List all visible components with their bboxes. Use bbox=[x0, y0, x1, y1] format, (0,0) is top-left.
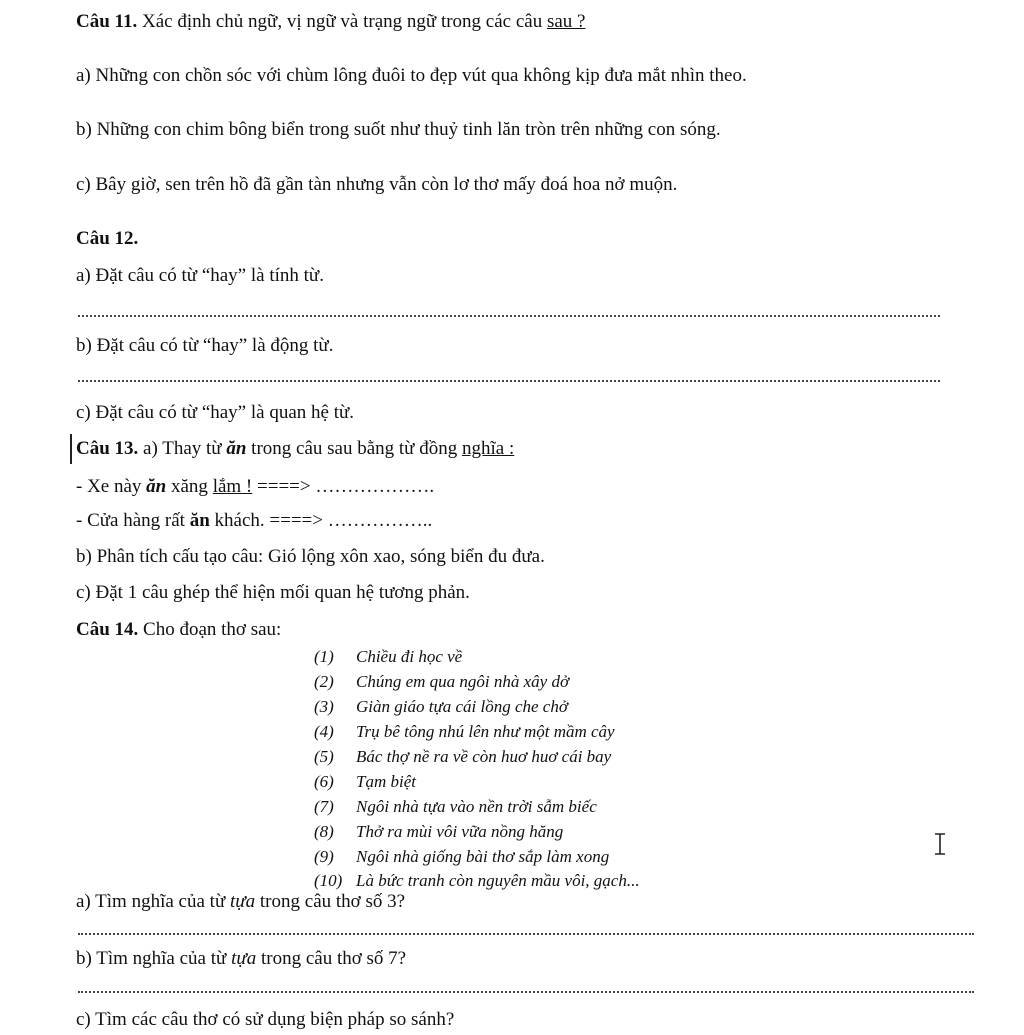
poem-line-text: Là bức tranh còn nguyên mầu vôi, gạch... bbox=[356, 871, 640, 890]
q14-b-word: tựa bbox=[231, 948, 257, 969]
q13-ex1-underlined: lắm ! bbox=[212, 476, 253, 497]
q14-item-b bbox=[76, 947, 406, 971]
poem-line-7 bbox=[314, 794, 597, 819]
poem-line-number: (10) bbox=[314, 871, 343, 890]
poem-line-3 bbox=[314, 694, 568, 719]
q13-ex1-arrow: ====> bbox=[252, 476, 316, 497]
q13-ex1-mid: xăng bbox=[166, 476, 213, 497]
q14-prompt: Cho đoạn thơ sau: bbox=[138, 619, 282, 640]
poem-line-number: (1) bbox=[314, 647, 334, 666]
poem-line-9 bbox=[314, 844, 609, 869]
q13-ex2-mid: khách. bbox=[209, 510, 270, 531]
q13-ex1-pre: - Xe này bbox=[76, 476, 147, 497]
q14-b-tail: trong câu thơ số 7? bbox=[256, 948, 407, 969]
q11-prompt-tail: sau ? bbox=[546, 11, 586, 32]
q13-a-tail: nghĩa : bbox=[461, 438, 515, 459]
q11-item-a: a) Những con chồn sóc với chùm lông đuôi to đẹp vút qua không kịp đưa mắt nhìn theo. bbox=[76, 65, 747, 86]
poem-line-text: Chiều đi học về bbox=[356, 647, 463, 666]
q13-item-b: b) Phân tích cấu tạo câu: Gió lộng xôn xao, sóng biển đu đưa. bbox=[76, 546, 545, 567]
poem-line-text: Giàn giáo tựa cái lồng che chở bbox=[356, 697, 568, 716]
q13-example-1 bbox=[76, 475, 434, 499]
q13-item-c: c) Đặt 1 câu ghép thể hiện mối quan hệ tương phản. bbox=[76, 582, 470, 603]
q11-prompt: Xác định chủ ngữ, vị ngữ và trạng ngữ trong các câu bbox=[137, 11, 547, 32]
poem-line-number: (9) bbox=[314, 847, 334, 866]
q12-item-c: c) Đặt câu có từ “hay” là quan hệ từ. bbox=[76, 402, 355, 423]
poem-line-number: (4) bbox=[314, 722, 334, 741]
poem-line-number: (7) bbox=[314, 797, 334, 816]
q13-a-mid: trong câu sau bằng từ đồng bbox=[246, 438, 462, 459]
q14-label: Câu 14. bbox=[76, 619, 139, 640]
poem-line-text: Ngôi nhà giống bài thơ sắp làm xong bbox=[356, 847, 610, 866]
poem-line-text: Tạm biệt bbox=[356, 772, 416, 791]
q13-ex2-word: ăn bbox=[189, 510, 210, 531]
poem-line-2 bbox=[314, 669, 569, 694]
q14-item-c: c) Tìm các câu thơ có sử dụng biện pháp so sánh? bbox=[76, 1009, 455, 1030]
q13-ex2-arrow: ====> bbox=[269, 510, 328, 531]
q13-ex2-pre: - Cửa hàng rất bbox=[76, 510, 190, 531]
q13-ex1-blank: ………………. bbox=[315, 476, 435, 497]
q12-item-a: a) Đặt câu có từ “hay” là tính từ. bbox=[76, 265, 324, 286]
q13-example-2 bbox=[76, 509, 432, 533]
poem-line-number: (8) bbox=[314, 822, 334, 841]
q14-item-a bbox=[76, 890, 405, 914]
q12-item-b: b) Đặt câu có từ “hay” là động từ. bbox=[76, 335, 334, 356]
q11-item-b: b) Những con chim bông biển trong suốt như thuỷ tinh lăn tròn trên những con sóng. bbox=[76, 119, 721, 140]
text-cursor-bar bbox=[70, 434, 72, 464]
q12-label: Câu 12. bbox=[76, 228, 139, 249]
q14-a-tail: trong câu thơ số 3? bbox=[255, 891, 406, 912]
q13-a-pre: a) Thay từ bbox=[138, 438, 227, 459]
q13-a-word: ăn bbox=[226, 438, 247, 459]
poem-line-number: (2) bbox=[314, 672, 334, 691]
poem-line-number: (3) bbox=[314, 697, 334, 716]
q14-b-pre: b) Tìm nghĩa của từ bbox=[76, 948, 232, 969]
q14-heading bbox=[76, 618, 281, 642]
poem-line-text: Thở ra mùi vôi vữa nồng hăng bbox=[356, 822, 564, 841]
q14-a-pre: a) Tìm nghĩa của từ bbox=[76, 891, 230, 912]
answer-line-14a bbox=[78, 933, 974, 935]
text-ibeam-cursor-icon bbox=[933, 833, 947, 855]
q14-a-word: tựa bbox=[230, 891, 256, 912]
poem-line-text: Bác thợ nề ra về còn huơ huơ cái bay bbox=[356, 747, 612, 766]
poem-line-6 bbox=[314, 769, 416, 794]
q13-ex2-blank: …………….. bbox=[327, 510, 433, 531]
poem-line-5 bbox=[314, 744, 611, 769]
answer-line-12b bbox=[78, 380, 940, 382]
poem-line-text: Chúng em qua ngôi nhà xây dở bbox=[356, 672, 570, 691]
q11-heading bbox=[76, 10, 585, 34]
q11-label: Câu 11. bbox=[76, 11, 138, 32]
answer-line-12a bbox=[78, 315, 940, 317]
poem-line-text: Trụ bê tông nhú lên như một mầm cây bbox=[356, 722, 615, 741]
poem-line-8 bbox=[314, 819, 563, 844]
poem-line-4 bbox=[314, 719, 615, 744]
poem-line-number: (5) bbox=[314, 747, 334, 766]
q13-label: Câu 13. bbox=[76, 438, 139, 459]
poem-line-text: Ngôi nhà tựa vào nền trời sẫm biếc bbox=[356, 797, 597, 816]
q13-heading bbox=[76, 437, 514, 461]
q11-item-c: c) Bây giờ, sen trên hồ đã gần tàn nhưng vẫn còn lơ thơ mấy đoá hoa nở muộn. bbox=[76, 174, 678, 195]
poem-line-1 bbox=[314, 644, 462, 669]
q13-ex1-word: ăn bbox=[146, 476, 167, 497]
poem-line-number: (6) bbox=[314, 772, 334, 791]
answer-line-14b bbox=[78, 991, 974, 993]
